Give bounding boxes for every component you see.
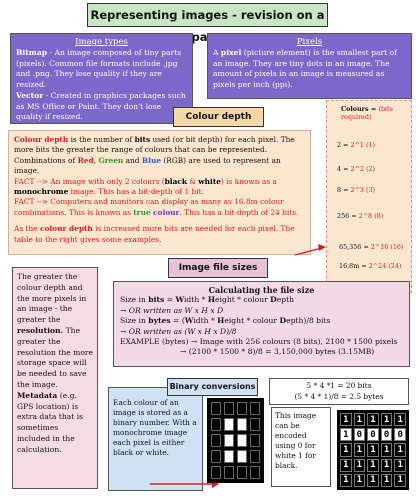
white-term: white	[198, 176, 221, 186]
resolution-text: The greater the colour depth and the more pixels in an image - the greater the	[17, 272, 87, 325]
pixel	[224, 418, 234, 431]
pixel	[211, 466, 221, 479]
pixel	[237, 402, 247, 415]
encoding-note: This image can be encoded using 0 for white 1 for black.	[271, 407, 331, 487]
cd-text: and	[123, 155, 142, 165]
colours-value: 65,356 =	[339, 243, 371, 251]
w-letter: W	[184, 316, 194, 326]
pixel	[211, 450, 221, 463]
monochrome-pixel-grid	[207, 398, 264, 483]
pixels-heading: Pixels	[296, 37, 323, 47]
fs-text: epth)/8 bits	[286, 316, 331, 326]
fs-text: Size in	[120, 295, 149, 305]
resolution-text-2: The greater the resolution the more storage space will be needed to save the image.	[17, 325, 94, 389]
w-letter: W	[175, 295, 184, 305]
file-sizes-heading: Image file sizes	[168, 258, 268, 278]
fs-text: eight * colour	[224, 316, 280, 326]
binary-cell: 1	[340, 474, 352, 487]
red-term: Red	[77, 155, 94, 165]
binary-cell: 1	[381, 413, 393, 426]
binary-cell: 1	[340, 413, 352, 426]
fs-text: idth *	[193, 316, 218, 326]
example-result: → (2100 * 1500 * 8)/8 = 3,150,000 bytes (3.15MB)	[180, 347, 375, 357]
page-title: Representing images - revision on a	[87, 3, 328, 27]
pixel	[237, 450, 247, 463]
cd-text: ,	[93, 155, 99, 165]
vector-term: Vector	[16, 91, 44, 100]
binary-cell: 1	[354, 459, 366, 472]
colours-formula: 2^16 (16)	[370, 243, 404, 251]
vector-text: - Created in graphics packages such as MS Office or Paint. They don't lose quality if resized.	[16, 91, 186, 121]
binary-cell: 1	[367, 413, 379, 426]
colours-heading-note: (bits required)	[341, 105, 393, 121]
image-types-heading: Image types	[75, 37, 128, 47]
fs-text: epth	[276, 295, 295, 305]
bytes-term: bytes	[148, 316, 171, 326]
cd-text: is the number of	[68, 135, 135, 144]
colour-depth-term-2: colour depth	[39, 224, 93, 234]
binary-cell: 0	[394, 428, 406, 441]
pixel	[250, 450, 260, 463]
pixels-text-b: (picture element) is the smallest part of an image. They are tiny dots in an image. The amount of pixels in an image is measured as pixels per inch (ppi).	[213, 48, 397, 89]
binary-cell: 0	[367, 428, 379, 441]
binary-cell: 1	[381, 474, 393, 487]
binary-cell: 1	[367, 443, 379, 456]
green-term: Green	[98, 155, 124, 165]
binary-cell: 1	[367, 474, 379, 487]
pixel	[250, 434, 260, 447]
bits-calculation	[269, 378, 409, 405]
bitmap-text: - An image composed of tiny parts (pixels). Common file formats include .jpg and .png. They lose quality if they are resized.	[16, 48, 182, 89]
formula-bits-short: → OR written as W x H x D	[120, 305, 224, 315]
bits-term: bits	[148, 295, 165, 305]
h-letter: H	[207, 295, 216, 305]
pixel	[237, 418, 247, 431]
binary-cell: 1	[394, 459, 406, 472]
binary-cell: 1	[340, 459, 352, 472]
cd-text: . This has a bit-depth of 24 bits.	[179, 207, 299, 217]
colour-term: colour	[153, 207, 180, 217]
fs-text: = (	[170, 316, 185, 326]
binary-heading: Binary conversions	[167, 378, 258, 396]
pixel	[237, 466, 247, 479]
calc-bytes: (5 * 4 * 1)/8 = 2.5 bytes	[294, 392, 384, 401]
pixel	[224, 466, 234, 479]
formula-bytes-short: → OR written as (W x H x D)/8	[120, 326, 237, 336]
binary-cell: 1	[367, 459, 379, 472]
colours-value: 16.8m =	[339, 262, 369, 270]
pixel	[224, 434, 234, 447]
fs-text: eight * colour	[215, 295, 271, 305]
colours-formula: 2^8 (8)	[358, 212, 384, 220]
true-term: true	[133, 207, 151, 217]
binary-text: Each colour of an image is stored as a binary number. With a monochrome image each pixel is either black or white.	[113, 398, 197, 457]
cd-text: image. This has a bit-depth of 1 bit.	[68, 187, 204, 197]
colours-formula: 2^1 (1)	[350, 141, 376, 149]
colours-formula: 2^3 (3)	[350, 186, 376, 194]
calc-bits: 5 * 4 *1 = 20 bits	[306, 381, 372, 390]
bitmap-term: Bitmap	[16, 48, 48, 57]
binary-cell: 1	[354, 413, 366, 426]
binary-cell: 1	[394, 443, 406, 456]
pixel	[250, 402, 260, 415]
cd-text: is increased more bits are needed for each pixel. The table to the right gives some examples.	[14, 224, 295, 244]
black-term: black	[164, 176, 187, 186]
cd-text: (RGB) are used to represent an image.	[14, 155, 281, 176]
example-line: EXAMPLE (bytes) → Image with 256 colours (8 bits), 2100 * 1500 pixels	[120, 337, 398, 347]
cd-text: FACT --> Computers and monitors can display as many as 16.8m colour combinations. This is known as	[14, 197, 284, 217]
d-letter: D	[270, 295, 277, 305]
cd-text: ) is known as a	[220, 176, 277, 186]
pixel	[211, 402, 221, 415]
cd-text: As the	[14, 224, 40, 234]
colour-depth-term: Colour depth	[14, 135, 69, 144]
file-sizes-subheading: Calculating the file size	[208, 285, 315, 295]
fs-text: =	[164, 295, 176, 305]
binary-cell: 1	[354, 474, 366, 487]
binary-cell: 1	[340, 443, 352, 456]
pixel	[224, 450, 234, 463]
binary-cell: 1	[381, 459, 393, 472]
binary-cell: 1	[340, 428, 352, 441]
pixel	[211, 418, 221, 431]
blue-term: Blue	[141, 155, 162, 165]
colours-value: 256 =	[337, 212, 359, 220]
binary-grid	[337, 410, 409, 490]
pixels-text-a: A	[213, 48, 221, 57]
pixel	[250, 418, 260, 431]
cd-text: FACT --> An image with only 2 colours (	[14, 176, 165, 186]
binary-cell: 1	[381, 443, 393, 456]
resolution-term: resolution.	[17, 325, 64, 335]
binary-cell: 0	[354, 428, 366, 441]
pixel	[224, 402, 234, 415]
colours-formula: 2^2 (2)	[350, 165, 376, 173]
colours-formula: 2^24 (24)	[368, 262, 402, 270]
cd-text: used (or bit depth) for each pixel. The more bits the greater the range of colours that can be represented. Combinations of	[14, 135, 295, 165]
metadata-text: (e.g. GPS location) is extra data that is sometimes included in the calculation.	[17, 390, 84, 454]
binary-cell: 1	[354, 443, 366, 456]
pixel	[250, 466, 260, 479]
bits-term: bits	[134, 135, 151, 144]
metadata-term: Metadata	[17, 390, 58, 400]
colour-depth-heading: Colour depth	[173, 107, 264, 127]
colours-value: 4 =	[337, 165, 351, 173]
h-letter: H	[217, 316, 225, 326]
colours-heading-text: Colours =	[341, 105, 379, 113]
monochrome-term: monochrome	[14, 187, 69, 197]
d-letter: D	[279, 316, 287, 326]
fs-text: idth *	[184, 295, 208, 305]
pixel	[237, 434, 247, 447]
colours-value: 8 =	[337, 186, 351, 194]
fs-text: Size in	[120, 316, 149, 326]
pixel	[211, 434, 221, 447]
pixel-term: pixel	[220, 48, 242, 57]
binary-cell: 1	[394, 474, 406, 487]
binary-cell: 0	[381, 428, 393, 441]
binary-cell: 1	[394, 413, 406, 426]
colours-value: 2 =	[337, 141, 351, 149]
cd-text: &	[187, 176, 199, 186]
